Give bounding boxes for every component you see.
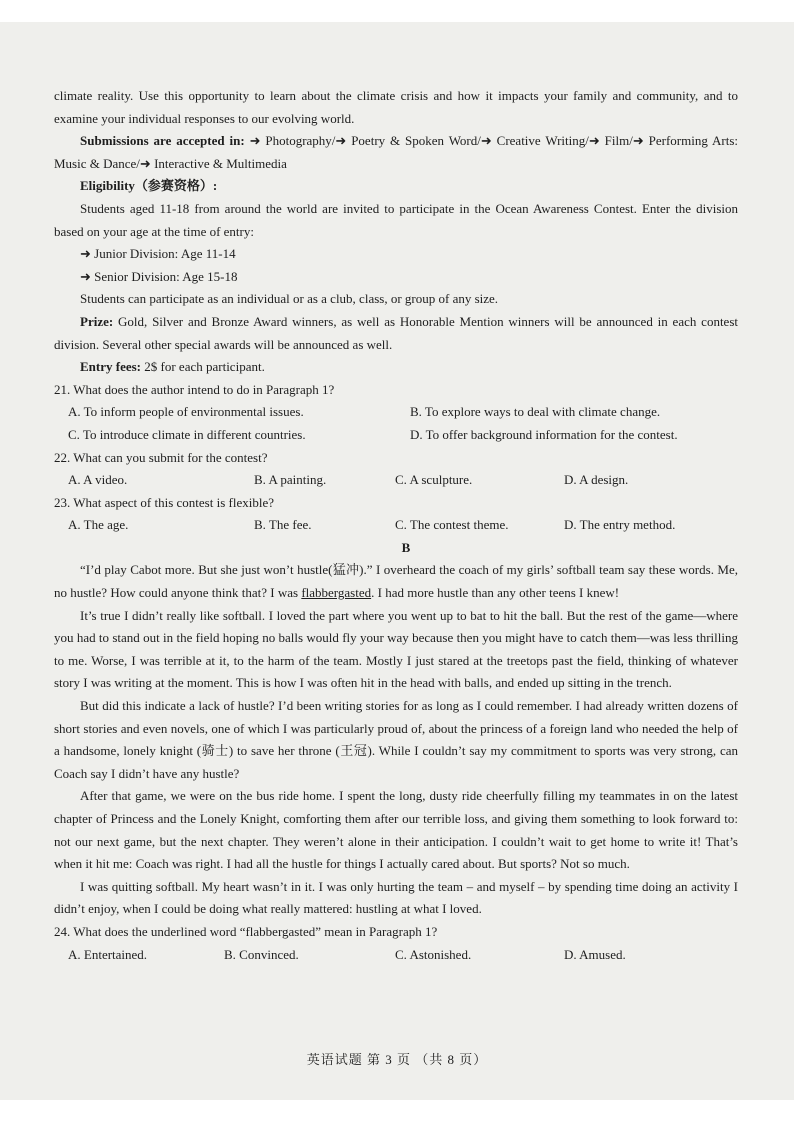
question-21-option-b[interactable]: B. To explore ways to deal with climate change. xyxy=(410,404,661,420)
fees-paragraph xyxy=(54,356,738,379)
passage-b-paragraph-2: It’s true I didn’t really like softball. I loved the part where you went up to bat to hit the ball. But the rest of the game—where you had to stand out in the field hoping no balls would fly your way because then you might have to catch them—was less thrilling to me. Worse, I was terrible at it, to the harm of the team. Mostly I just stared at the treetops past the field, thinking of whatever story I was writing at the moment. This is how I was often hit in the head with balls, and ended up sitting in the trench. xyxy=(54,607,738,691)
prize-text: Gold, Silver and Bronze Award winners, as well as Honorable Mention winners will be announced in each contest division. Several other special awards will be announced as well. xyxy=(54,313,738,352)
submissions-text: ➜ Photography/➜ Poetry & Spoken Word/➜ Creative Writing/➜ Film/➜ Performing Arts: Music & Dance/➜ Interactive & Multimedia xyxy=(54,133,739,171)
passage-b-paragraph-5: I was quitting softball. My heart wasn’t in it. I was only hurting the team – and myself – by spending time doing an activity I didn’t enjoy, when I could be doing what really mattered: hustling at what I loved. xyxy=(54,878,738,917)
page-content xyxy=(54,85,738,966)
group-text: Students can participate as an individual or as a club, class, or group of any size. xyxy=(80,291,499,307)
question-22-option-a[interactable]: A. A video. xyxy=(68,472,128,488)
prize-paragraph xyxy=(54,311,738,356)
question-21-option-d[interactable]: D. To offer background information for the contest. xyxy=(410,426,678,442)
question-23-option-a[interactable]: A. The age. xyxy=(68,517,129,533)
senior-division: ➜ Senior Division: Age 15-18 xyxy=(80,268,238,284)
question-24-option-a[interactable]: A. Entertained. xyxy=(68,946,148,962)
question-21-stem: 21. What does the author intend to do in Paragraph 1? xyxy=(54,381,335,397)
question-24-option-d[interactable]: D. Amused. xyxy=(564,946,626,962)
question-21-options-row1 xyxy=(54,401,738,424)
question-22-option-d[interactable]: D. A design. xyxy=(564,472,629,488)
question-23-options xyxy=(54,514,738,537)
question-23-option-c[interactable]: C. The contest theme. xyxy=(395,517,509,533)
passage-a-intro: climate reality. Use this opportunity to learn about the climate crisis and how it impacts your family and community, and to examine your individual responses to our evolving world. xyxy=(54,88,738,126)
question-22-stem: 22. What can you submit for the contest? xyxy=(54,449,268,465)
question-23-option-d[interactable]: D. The entry method. xyxy=(564,517,676,533)
scanned-page xyxy=(0,22,794,1100)
eligibility-text: Students aged 11-18 from around the world are invited to participate in the Ocean Awareness Contest. Enter the division based on your age at the time of entry: xyxy=(54,200,738,239)
prize-label: Prize: xyxy=(80,313,114,329)
question-23-option-b[interactable]: B. The fee. xyxy=(254,517,312,533)
question-21-option-c[interactable]: C. To introduce climate in different countries. xyxy=(68,426,306,442)
junior-division: ➜ Junior Division: Age 11-14 xyxy=(80,246,236,262)
passage-b-paragraph-4: After that game, we were on the bus ride home. I spent the long, dusty ride cheerfully filling my teammates in on the latest chapter of Princess and the Lonely Knight, comforting them after our terrible loss, and giving them something to look forward to: not our next game, but the next chapter. They weren’t alone in their anticipation. I couldn’t wait to get home to write it! That’s when it hit me: Coach was right. I had all the hustle for things I actually cared about. But sports? Not so much. xyxy=(54,788,738,872)
question-24-stem: 24. What does the underlined word “flabbergasted” mean in Paragraph 1? xyxy=(54,923,438,939)
question-24-options xyxy=(54,944,738,967)
p1-before: “I’d play Cabot more. But she just won’t hustle(猛冲).” I overheard the coach of my girls’ softball team say these words. Me, no hustle? How could anyone think that? I was xyxy=(54,562,738,601)
question-21-options-row2 xyxy=(54,424,738,447)
question-22-option-c[interactable]: C. A sculpture. xyxy=(395,472,473,488)
fees-text: 2$ for each participant. xyxy=(141,359,265,375)
page-footer: 英语试题 第 3 页 （共 8 页） xyxy=(306,1052,488,1067)
question-22-options xyxy=(54,469,738,492)
question-21-option-a[interactable]: A. To inform people of environmental issues. xyxy=(68,404,304,420)
eligibility-label: Eligibility（参赛资格）: xyxy=(80,178,218,194)
passage-b-paragraph-3: But did this indicate a lack of hustle? I’d been writing stories for as long as I could remember. I had already written dozens of short stories and even novels, one of which I was particularly proud of, about the princess of a foreign land who needed the help of a handsome, lonely knight (骑士) to save her throne (王冠). While I couldn’t say my commitment to sports was very strong, can Coach say I didn’t have any hustle? xyxy=(54,698,738,781)
p1-after: . I had more hustle than any other teens I knew! xyxy=(371,585,620,601)
submissions-label: Submissions are accepted in: xyxy=(80,133,245,149)
underlined-word: flabbergasted xyxy=(301,585,372,601)
question-22-option-b[interactable]: B. A painting. xyxy=(254,472,327,488)
fees-label: Entry fees: xyxy=(80,359,142,375)
submissions-paragraph xyxy=(54,130,738,175)
passage-b-paragraph-1 xyxy=(54,559,738,604)
section-b-heading: B xyxy=(401,539,411,555)
question-24-option-c[interactable]: C. Astonished. xyxy=(395,946,472,962)
question-24-option-b[interactable]: B. Convinced. xyxy=(224,946,299,962)
question-23-stem: 23. What aspect of this contest is flexible? xyxy=(54,494,274,510)
